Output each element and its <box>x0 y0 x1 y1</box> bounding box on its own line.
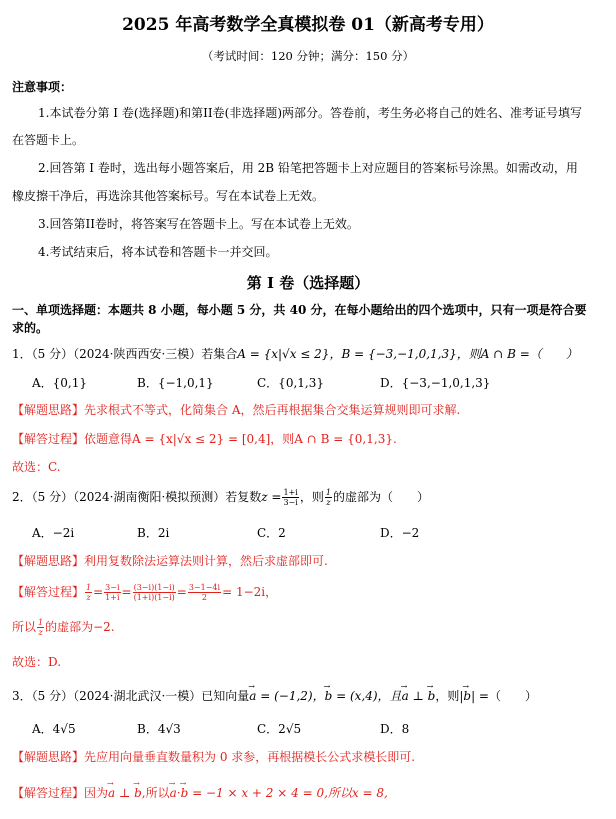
q3-proc-mid: ,所以 <box>141 786 170 800</box>
notice-item-1-cont: 在答题卡上。 <box>12 133 85 147</box>
q2-p-f2-num: 3−i <box>105 583 120 592</box>
q3-idea-text: 先应用向量垂直数量积为 0 求参，再根据模长公式求模长即可. <box>84 750 416 764</box>
q3-idea-label: 【解题思路】 <box>12 750 85 764</box>
notice-title: 注意事项： <box>12 80 73 94</box>
q2-z-den: 3−i <box>283 498 298 507</box>
q2-option-b: B．2i <box>137 526 170 540</box>
q3-solution-idea <box>12 749 415 765</box>
q2-z-num: 1+i <box>283 488 298 497</box>
q3-then: ，则| <box>435 689 464 703</box>
q2-p-f4-num: 3−1−4i <box>188 583 221 592</box>
question-3 <box>12 688 537 704</box>
q2-solution-process <box>12 583 277 602</box>
q2-conclusion-post: 的虚部为−2. <box>45 620 115 634</box>
q3-perp-a: → a <box>402 688 409 704</box>
q2-idea-text: 利用复数除法运算法则计算，然后求虚部即可. <box>84 554 328 568</box>
q3-option-b: B．4√3 <box>137 722 181 736</box>
q3-perp-sym: ⊥ <box>408 689 428 703</box>
q2-answer: 故选：D. <box>12 655 62 669</box>
notice-item-3: 3.回答第II卷时，将答案写在答题卡上。写在本试卷上无效。 <box>38 217 359 231</box>
q1-idea-text: 先求根式不等式，化简集合 A，然后再根据集合交集运算规则即可求解. <box>84 403 461 417</box>
question-1 <box>12 346 578 362</box>
section-intro: 一、单项选择题：本题共 8 小题，每小题 5 分，共 40 分，在每小题给出的四个选项中，只有一项是符合要 <box>12 303 587 317</box>
q2-recip-num: 1 <box>325 488 331 497</box>
q2-p-f3-den: (1+i)(1−i) <box>133 593 175 602</box>
q3-process-label: 【解答过程】 <box>12 786 85 800</box>
q2-p-eq1: = <box>93 585 104 599</box>
q3-vector-b: → b <box>325 688 333 704</box>
q2-p-f3-num: (3−i)(1−i) <box>133 583 175 592</box>
notice-item-1: 1.本试卷分第 I 卷(选择题)和第II卷(非选择题)两部分。答卷前，考生务必将自己的姓名、准考证号填写 <box>38 106 583 120</box>
q2-mid: ，则 <box>299 490 324 504</box>
q3-option-a: A．4√5 <box>32 722 76 736</box>
q3-proc-a: → a <box>108 785 115 801</box>
q3-proc-rest: = −1 × x + 2 × 4 = 0,所以x = 8, <box>188 786 388 800</box>
page-title: 2025 年高考数学全真模拟卷 01（新高考专用） <box>122 15 494 35</box>
q1-answer: 故选：C. <box>12 460 61 474</box>
exam-info: （考试时间：120 分钟；满分：150 分） <box>201 49 415 63</box>
q2-recip-fraction <box>325 488 332 507</box>
q1-solution-process <box>12 431 397 447</box>
q2-conclusion-fraction <box>37 618 44 637</box>
q3-perp-b: → b <box>428 688 436 704</box>
q2-p-result: = 1−2i， <box>222 585 278 599</box>
q1-option-a: A．{0,1} <box>32 376 88 390</box>
q3-vector-a: → a <box>249 688 256 704</box>
q2-p-f2-den: 1+i <box>105 593 120 602</box>
notice-item-2: 2.回答第 I 卷时，选出每小题答案后，用 2B 铅笔把答题卡上对应题目的答案标号涂黑。如需改动，用 <box>38 161 578 175</box>
q3-proc-perp: ⊥ <box>115 786 135 800</box>
q1-process-label: 【解答过程】 <box>12 432 85 446</box>
q3-proc-a2: → a <box>170 785 177 801</box>
q2-c-num: 1 <box>38 618 44 627</box>
q2-p-f1-num: 1 <box>86 583 92 592</box>
q2-z-eq: z = <box>261 490 282 504</box>
q1-process-text: 依题意得A = {x|√x ≤ 2} = [0,4]，则A ∩ B = {0,1,3}. <box>84 432 397 446</box>
q2-p-f4 <box>188 583 221 602</box>
question-2 <box>12 488 429 507</box>
q3-option-c: C．2√5 <box>257 722 302 736</box>
q3-solution-process <box>12 785 388 801</box>
q2-conclusion <box>12 618 115 637</box>
q3-option-d: D．8 <box>380 722 410 736</box>
q2-p-f1 <box>85 583 92 602</box>
q3-ask: | =（ ） <box>471 689 537 703</box>
notice-item-2-cont: 橡皮擦干净后，再选涂其他答案标号。写在本试卷上无效。 <box>12 189 325 203</box>
q2-prefix: 2．（5 分）（2024·湖南衡阳·模拟预测）若复数 <box>12 490 262 504</box>
q2-z-fraction <box>282 488 298 507</box>
q1-option-c: C．{0,1,3} <box>257 376 324 390</box>
q2-suffix: 的虚部为（ ） <box>332 490 429 504</box>
q2-p-eq2: = <box>121 585 132 599</box>
section-intro-cont: 求的。 <box>12 321 49 335</box>
q2-p-eq3: = <box>176 585 187 599</box>
q2-option-c: C．2 <box>257 526 286 540</box>
q1-solution-idea <box>12 402 460 418</box>
section-heading: 第 I 卷（选择题） <box>246 274 370 292</box>
q1-ask: A ∩ B =（ ） <box>480 347 578 361</box>
q2-p-f3 <box>133 583 176 602</box>
q2-p-f4-den: 2 <box>201 593 207 602</box>
q2-process-label: 【解答过程】 <box>12 585 85 599</box>
q3-proc-pre: 因为 <box>84 786 109 800</box>
q3-prefix: 3．（5 分）（2024·湖北武汉·一模）已知向量 <box>12 689 250 703</box>
q1-option-d: D．{−3,−1,0,1,3} <box>380 376 491 390</box>
q1-set-a: A = {x|√x ≤ 2} <box>237 347 330 361</box>
q2-option-d: D．−2 <box>380 526 420 540</box>
notice-item-4: 4.考试结束后，将本试卷和答题卡一并交回。 <box>38 245 278 259</box>
q2-c-den: z <box>38 628 43 637</box>
q2-solution-idea <box>12 553 328 569</box>
q1-set-b: ，B = {−3,−1,0,1,3}，则 <box>329 347 481 361</box>
q1-idea-label: 【解题思路】 <box>12 403 85 417</box>
q2-recip-den: z <box>326 498 331 507</box>
q3-proc-b2: → b <box>181 785 189 801</box>
q2-p-f1-den: z <box>86 593 91 602</box>
q2-conclusion-pre: 所以 <box>12 620 37 634</box>
q2-p-f2 <box>104 583 120 602</box>
q3-b-value: = (x,4)，且 <box>332 689 402 703</box>
q1-option-b: B．{−1,0,1} <box>137 376 214 390</box>
q3-proc-dot: · <box>176 786 181 800</box>
q3-abs-b: → b <box>463 688 471 704</box>
q3-proc-b: → b <box>134 785 142 801</box>
q3-a-value: = (−1,2)， <box>256 689 325 703</box>
q2-option-a: A．−2i <box>32 526 75 540</box>
q2-idea-label: 【解题思路】 <box>12 554 85 568</box>
q1-prefix: 1．（5 分）（2024·陕西西安·三模）若集合 <box>12 347 238 361</box>
